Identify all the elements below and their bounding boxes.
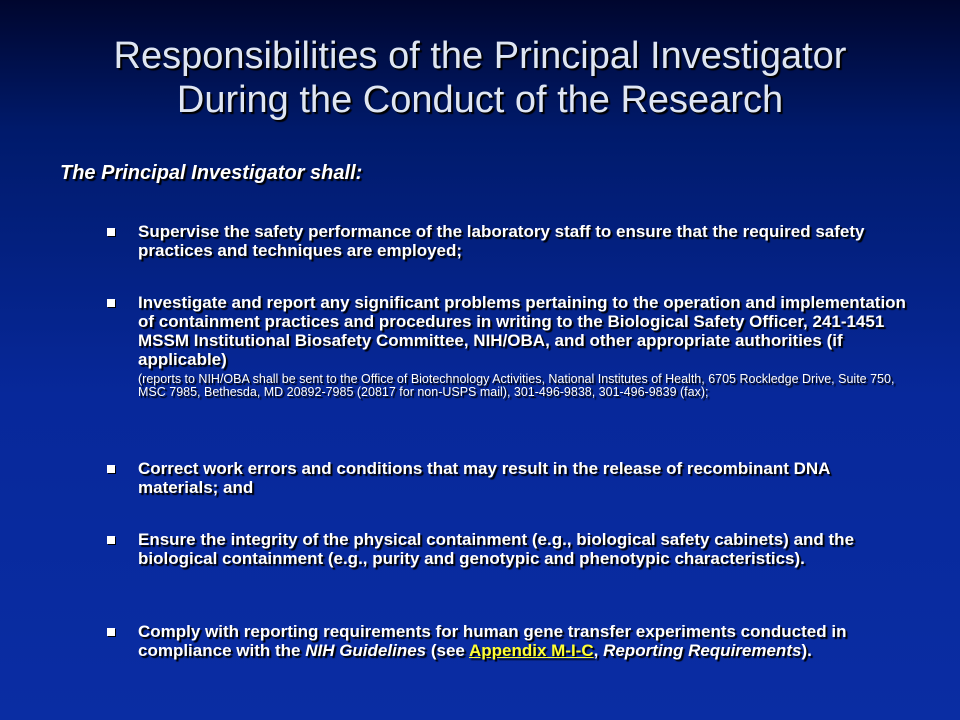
bullet-text: Correct work errors and conditions that may result in the release of recombinant DNA materials; and <box>138 459 830 497</box>
title-line-1: Responsibilities of the Principal Investigator <box>113 35 847 77</box>
guidelines-italic: NIH Guidelines <box>305 641 427 660</box>
bullet-text-part: , <box>593 641 604 660</box>
slide-title <box>40 34 920 122</box>
square-bullet-icon <box>107 628 115 636</box>
bullet-text-part: ). <box>801 641 812 660</box>
bullet-item-2 <box>107 293 907 399</box>
slide-subtitle: The Principal Investigator shall: <box>60 162 363 184</box>
bullet-item-4 <box>107 530 907 568</box>
bullet-text-part: (see <box>426 641 469 660</box>
square-bullet-icon <box>107 536 115 544</box>
bullet-text <box>138 622 907 660</box>
bullet-item-3 <box>107 459 907 497</box>
square-bullet-icon <box>107 465 115 473</box>
bullet-text: Supervise the safety performance of the laboratory staff to ensure that the required safety practices and techniques are employed; <box>138 222 865 260</box>
bullet-item-1 <box>107 222 907 260</box>
square-bullet-icon <box>107 228 115 236</box>
bullet-text: Investigate and report any significant problems pertaining to the operation and implementation of containment practices and procedures in writing to the Biological Safety Officer, 241-1451 MSSM Institutional Biosafety Committee, NIH/OBA, and other appropriate authorities (if applicable) <box>138 293 906 369</box>
bullet-text: Ensure the integrity of the physical containment (e.g., biological safety cabinets) and the biological containment (e.g., purity and genotypic and phenotypic characteristics). <box>138 530 855 568</box>
square-bullet-icon <box>107 299 115 307</box>
appendix-link[interactable]: Appendix M-I-C <box>468 641 594 660</box>
title-line-2: During the Conduct of the Research <box>176 79 784 121</box>
bullet-text-part: Comply with reporting requirements for human gene transfer experiments conducted in compliance with the <box>138 622 847 660</box>
bullet-item-5 <box>107 622 907 660</box>
reporting-requirements-italic: Reporting Requirements <box>603 641 802 660</box>
bullet-note: (reports to NIH/OBA shall be sent to the Office of Biotechnology Activities, National Institutes of Health, 6705 Rockledge Drive, Suite 750, MSC 7985, Bethesda, MD 20892-7985 (20817 for non-USPS mail), 301-496-9838, 301-496-9839 (fax); <box>138 372 895 399</box>
